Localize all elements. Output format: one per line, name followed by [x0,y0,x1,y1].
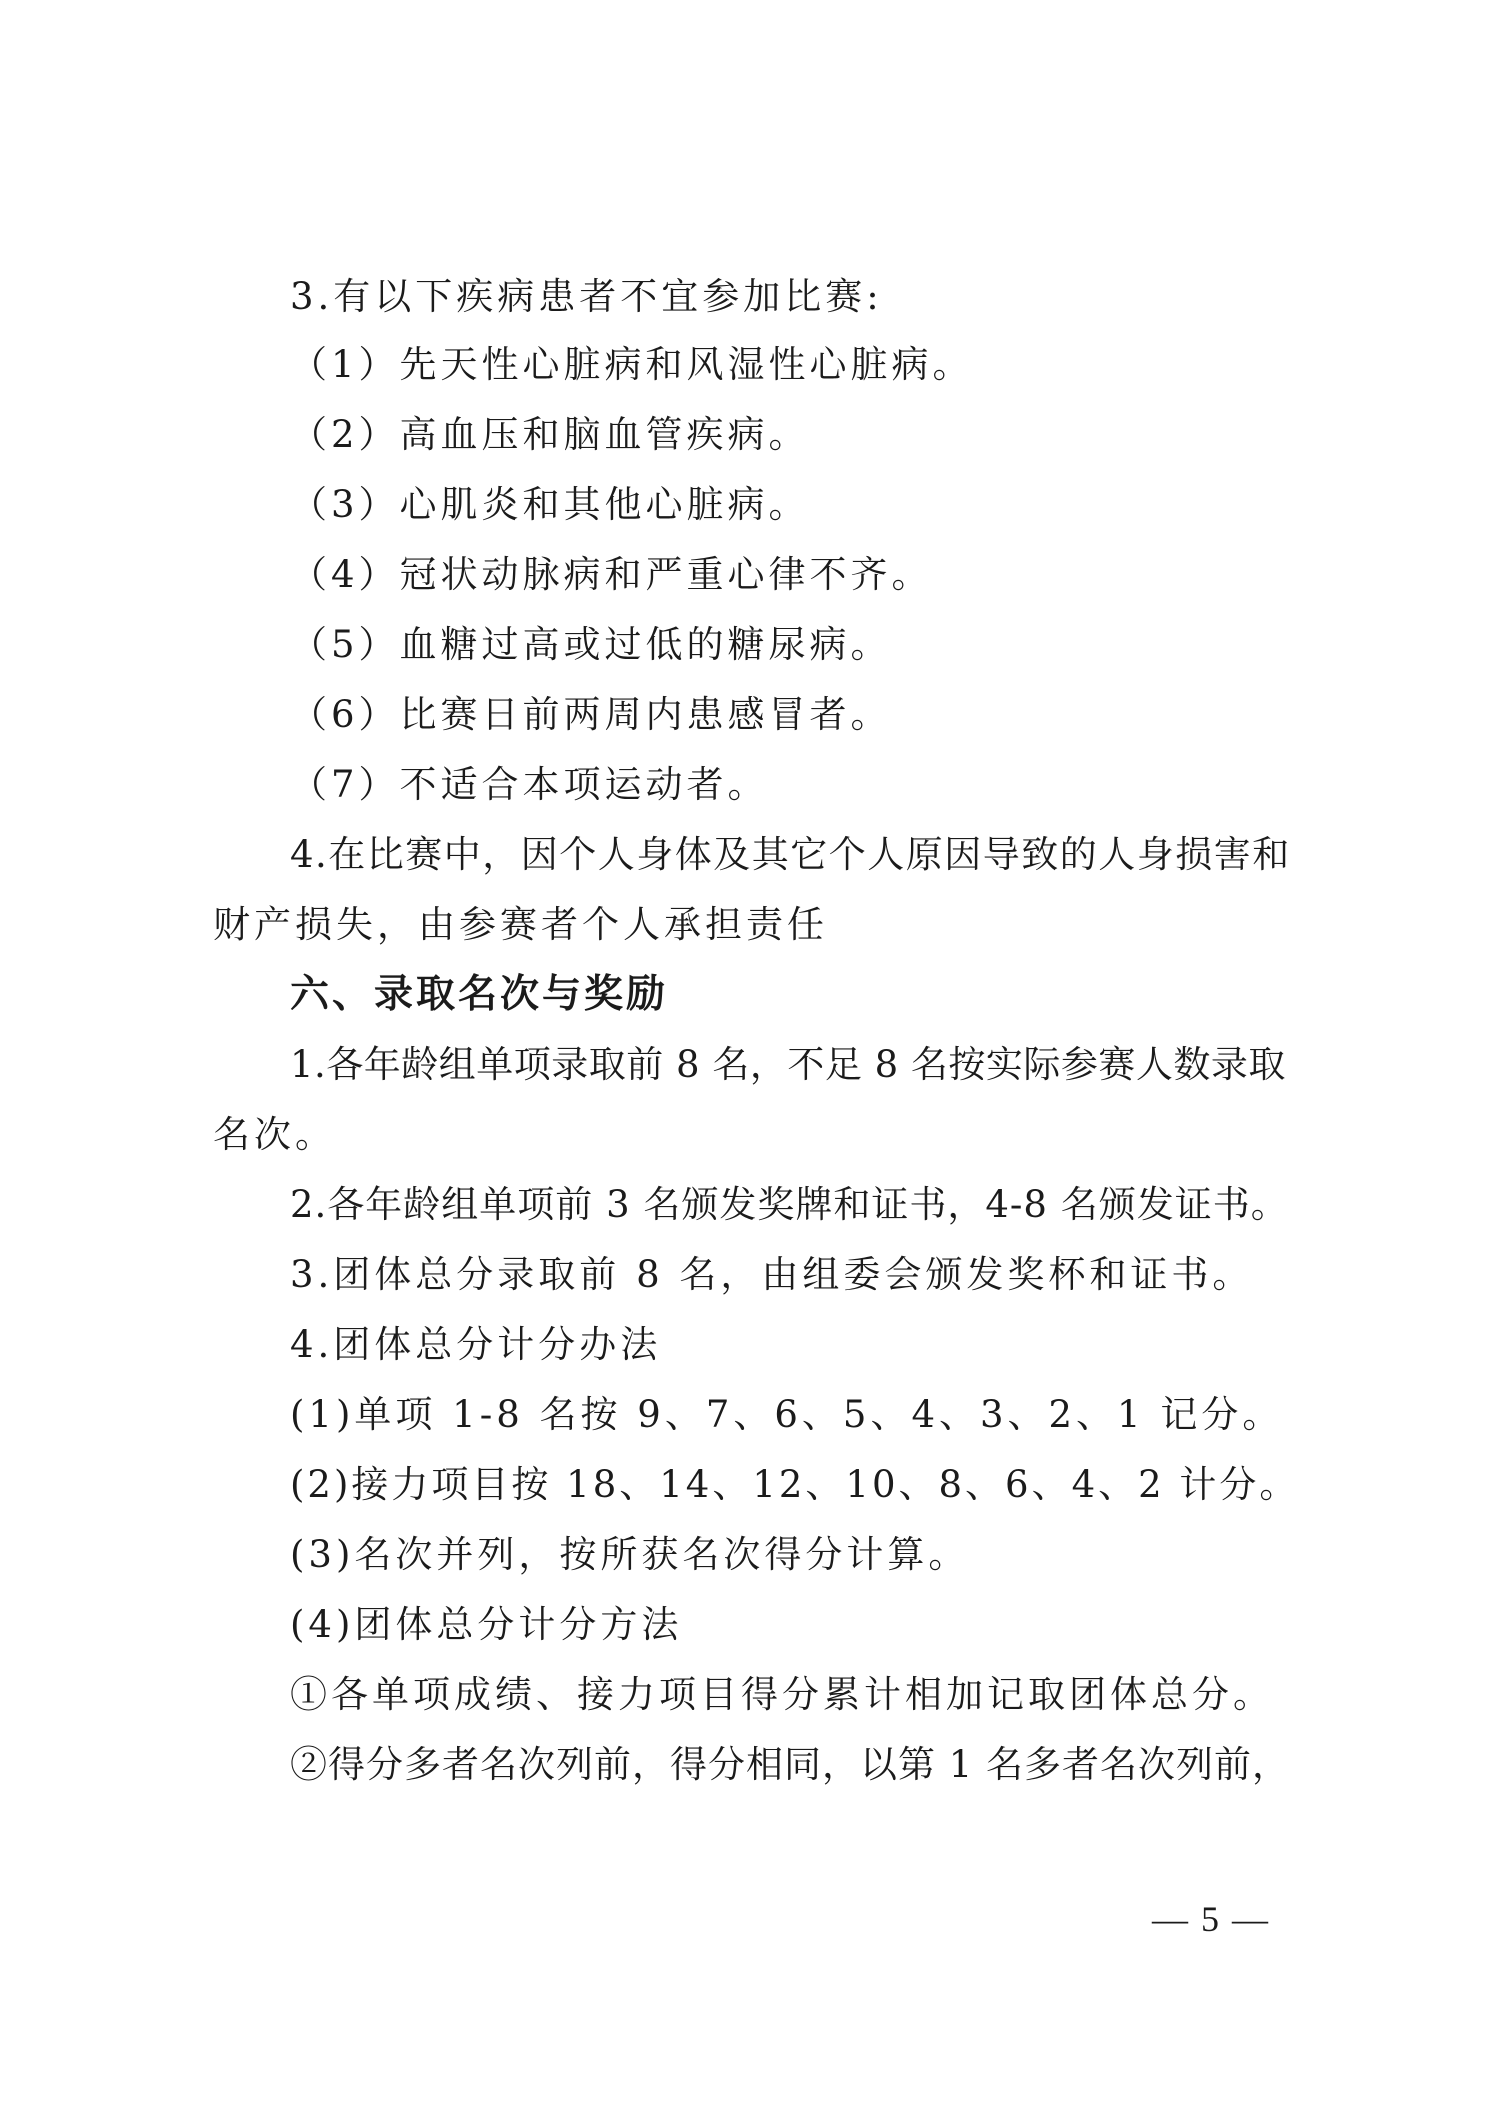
text-line: ②得分多者名次列前，得分相同，以第 1 名多者名次列前， [290,1743,1291,1786]
text-line: 1.各年龄组单项录取前 8 名，不足 8 名按实际参赛人数录取 [290,1043,1286,1086]
text-line: (1)单项 1-8 名按 9、7、6、5、4、3、2、1 记分。 [290,1393,1284,1436]
text-line: (2)接力项目按 18、14、12、10、8、6、4、2 计分。 [290,1463,1300,1506]
text-line: （7）不适合本项运动者。 [290,763,769,806]
text-line: 3.团体总分录取前 8 名，由组委会颁发奖杯和证书。 [290,1253,1254,1296]
text-line: （2）高血压和脑血管疾病。 [290,413,810,456]
text-line: （1）先天性心脏病和风湿性心脏病。 [290,343,974,386]
text-line: (3)名次并列，按所获名次得分计算。 [290,1533,970,1576]
text-line: （5）血糖过高或过低的糖尿病。 [290,623,892,666]
section-heading: 六、录取名次与奖励 [290,972,669,1017]
text-line: 名次。 [213,1113,336,1156]
text-line: 3.有以下疾病患者不宜参加比赛: [290,275,883,318]
text-line: (4)团体总分计分方法 [290,1603,683,1646]
page-number: — 5 — [1152,1899,1270,1939]
text-line: ①各单项成绩、接力项目得分累计相加记取团体总分。 [290,1673,1274,1716]
text-line: （3）心肌炎和其他心脏病。 [290,483,810,526]
text-line: 4.团体总分计分办法 [290,1323,662,1366]
text-line: （4）冠状动脉病和严重心律不齐。 [290,553,933,596]
text-line: 4.在比赛中，因个人身体及其它个人原因导致的人身损害和 [290,833,1291,876]
text-line: 财产损失，由参赛者个人承担责任 [213,903,828,946]
text-line: （6）比赛日前两周内患感冒者。 [290,693,892,736]
text-line: 2.各年龄组单项前 3 名颁发奖牌和证书，4-8 名颁发证书。 [290,1183,1289,1226]
